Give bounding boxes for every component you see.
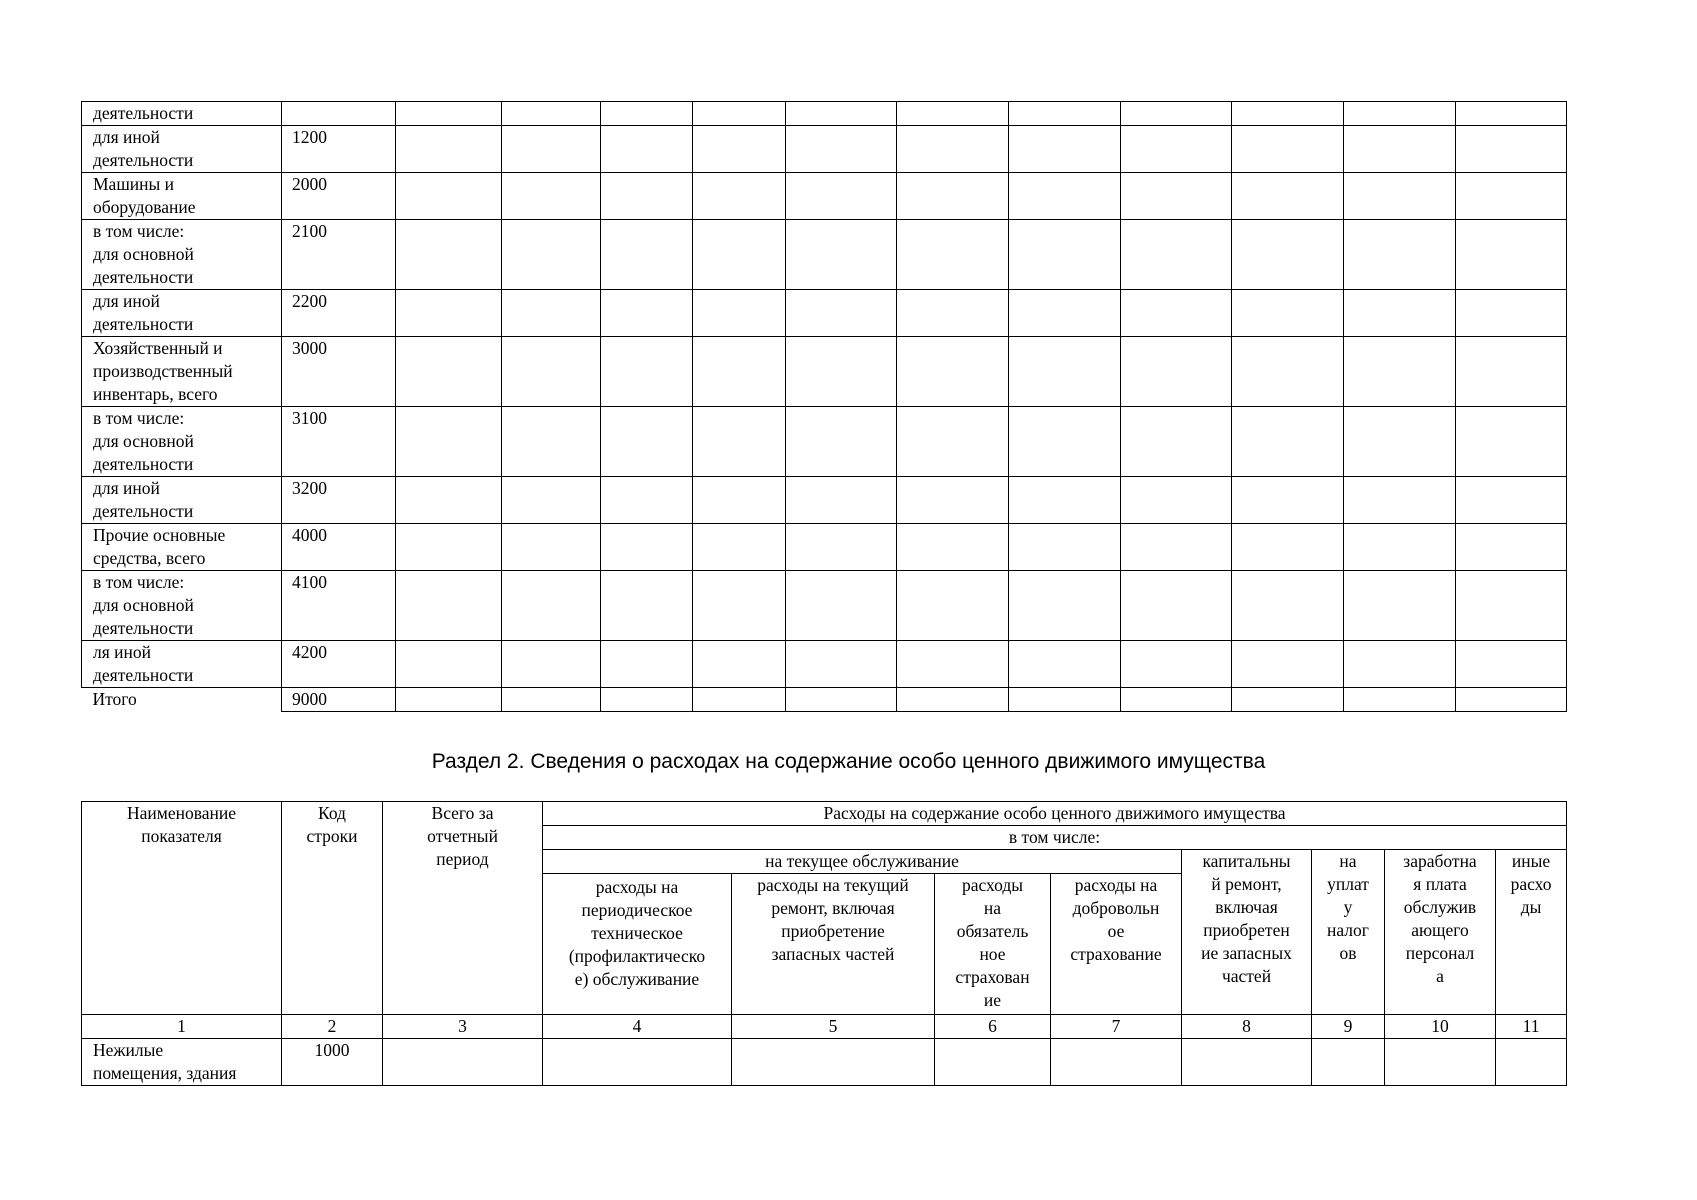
column-number: 5 xyxy=(732,1015,935,1039)
header-text-line: расходы на xyxy=(595,877,679,897)
header-text-line: ие запасных xyxy=(1201,943,1292,963)
name-text-line: для основной xyxy=(93,595,194,615)
value-cell[interactable] xyxy=(1121,220,1232,290)
header-text-line: запасных частей xyxy=(771,944,895,964)
header-text-line: Всего за xyxy=(431,803,494,823)
value-cell[interactable] xyxy=(1121,477,1232,524)
table-row xyxy=(82,220,1567,290)
value-cell[interactable] xyxy=(935,1039,1051,1086)
name-text-line: деятельности xyxy=(93,665,194,685)
value-cell[interactable] xyxy=(601,337,693,407)
value-cell[interactable] xyxy=(693,524,786,571)
value-cell[interactable] xyxy=(1232,571,1344,641)
form-table-section2 xyxy=(81,801,1567,1086)
value-cell[interactable] xyxy=(1009,126,1121,173)
value-cell[interactable] xyxy=(1121,337,1232,407)
value-cell[interactable] xyxy=(897,173,1009,220)
header-text-line: период xyxy=(436,849,489,869)
row-code: 1000 xyxy=(282,1039,383,1086)
name-text-line: инвентарь, всего xyxy=(93,384,218,404)
name-text-line: Прочие основные xyxy=(93,525,226,545)
value-cell[interactable] xyxy=(897,126,1009,173)
name-text-line: деятельности xyxy=(93,314,194,334)
name-text-line: деятельности xyxy=(93,150,194,170)
header-text-line: а xyxy=(1436,966,1444,986)
value-cell[interactable] xyxy=(1232,477,1344,524)
value-cell[interactable] xyxy=(1456,173,1567,220)
value-cell[interactable] xyxy=(383,1039,543,1086)
header-text-line: строки xyxy=(306,826,358,846)
row-indicator-name xyxy=(82,641,282,688)
value-cell[interactable] xyxy=(897,102,1009,126)
value-cell[interactable] xyxy=(1009,407,1121,477)
column-number: 3 xyxy=(383,1015,543,1039)
table-row xyxy=(82,641,1567,688)
value-cell[interactable] xyxy=(543,1039,732,1086)
row-code: 2100 xyxy=(282,220,396,290)
row-code: 3100 xyxy=(282,407,396,477)
name-text-line: оборудование xyxy=(93,197,196,217)
value-cell[interactable] xyxy=(1344,220,1456,290)
header-other-expenses xyxy=(1496,850,1567,1015)
value-cell[interactable] xyxy=(1182,1039,1312,1086)
row-code: 3200 xyxy=(282,477,396,524)
row-indicator-name xyxy=(82,571,282,641)
name-text-line: ля иной xyxy=(93,642,152,662)
value-cell[interactable] xyxy=(1232,688,1344,712)
value-cell[interactable] xyxy=(786,571,897,641)
header-text-line: обязатель xyxy=(956,921,1029,941)
value-cell[interactable] xyxy=(1344,477,1456,524)
name-text-line: Машины и xyxy=(93,174,175,194)
name-text-line: средства, всего xyxy=(93,548,206,568)
header-text-line: у xyxy=(1343,897,1353,917)
value-cell[interactable] xyxy=(1344,290,1456,337)
value-cell[interactable] xyxy=(693,173,786,220)
value-cell[interactable] xyxy=(1232,102,1344,126)
value-cell[interactable] xyxy=(396,477,502,524)
header-text-line: ое xyxy=(1107,921,1125,941)
name-text-line: деятельности xyxy=(93,267,194,287)
column-number: 4 xyxy=(543,1015,732,1039)
row-code: 9000 xyxy=(282,688,396,712)
value-cell[interactable] xyxy=(1232,524,1344,571)
name-text-line: для иной xyxy=(93,478,160,498)
header-current-maintenance: на текущее обслуживание xyxy=(543,850,1182,874)
value-cell[interactable] xyxy=(1009,477,1121,524)
header-voluntary-insurance xyxy=(1051,874,1182,1015)
value-cell[interactable] xyxy=(1009,524,1121,571)
name-text-line: для основной xyxy=(93,244,194,264)
header-taxes xyxy=(1312,850,1385,1015)
value-cell[interactable] xyxy=(1121,126,1232,173)
value-cell[interactable] xyxy=(396,407,502,477)
value-cell[interactable] xyxy=(396,571,502,641)
value-cell[interactable] xyxy=(1232,220,1344,290)
row-indicator-name xyxy=(82,688,282,712)
value-cell[interactable] xyxy=(1232,337,1344,407)
value-cell[interactable] xyxy=(786,688,897,712)
value-cell[interactable] xyxy=(897,337,1009,407)
row-indicator-name xyxy=(82,290,282,337)
header-text-line: показателя xyxy=(141,826,222,846)
header-text-line: Наименование xyxy=(126,803,237,823)
value-cell[interactable] xyxy=(1009,571,1121,641)
value-cell[interactable] xyxy=(1456,688,1567,712)
header-text-line: периодическое xyxy=(581,900,693,920)
value-cell[interactable] xyxy=(1344,102,1456,126)
value-cell[interactable] xyxy=(786,220,897,290)
value-cell[interactable] xyxy=(786,126,897,173)
value-cell[interactable] xyxy=(1344,337,1456,407)
value-cell[interactable] xyxy=(1456,524,1567,571)
header-text-line: отчетный xyxy=(427,826,498,846)
header-text-line: ов xyxy=(1339,943,1357,963)
section-heading: Раздел 2. Сведения о расходах на содержание особо ценного движимого имущества xyxy=(431,750,1266,773)
value-cell[interactable] xyxy=(601,126,693,173)
value-cell[interactable] xyxy=(693,407,786,477)
header-text-line: иные xyxy=(1511,851,1551,871)
header-indicator-name xyxy=(82,802,282,1015)
value-cell[interactable] xyxy=(1344,126,1456,173)
header-text-line: расходы на текущий xyxy=(757,875,909,895)
value-cell[interactable] xyxy=(897,407,1009,477)
header-text-line: приобретен xyxy=(1203,920,1290,940)
name-text-line: деятельности xyxy=(93,501,194,521)
value-cell[interactable] xyxy=(601,407,693,477)
header-text-line: расхо xyxy=(1510,874,1552,894)
table-row xyxy=(82,477,1567,524)
header-text-line: ающего xyxy=(1411,920,1469,940)
value-cell[interactable] xyxy=(1051,1039,1182,1086)
value-cell[interactable] xyxy=(502,337,601,407)
value-cell[interactable] xyxy=(786,290,897,337)
value-cell[interactable] xyxy=(1312,1039,1385,1086)
value-cell[interactable] xyxy=(1121,524,1232,571)
header-text-line: е) обслуживание xyxy=(574,969,700,989)
value-cell[interactable] xyxy=(396,688,502,712)
name-text-line: для иной xyxy=(93,127,160,147)
name-text-line: помещения, здания xyxy=(93,1063,237,1083)
value-cell[interactable] xyxy=(396,337,502,407)
value-cell[interactable] xyxy=(1009,688,1121,712)
value-cell[interactable] xyxy=(693,477,786,524)
name-text-line: деятельности xyxy=(93,454,194,474)
table-row xyxy=(82,571,1567,641)
header-salary xyxy=(1385,850,1496,1015)
value-cell[interactable] xyxy=(1121,641,1232,688)
value-cell[interactable] xyxy=(502,102,601,126)
row-code: 3000 xyxy=(282,337,396,407)
header-text-line: на xyxy=(1339,851,1357,871)
value-cell[interactable] xyxy=(1456,571,1567,641)
column-number: 11 xyxy=(1496,1015,1567,1039)
value-cell[interactable] xyxy=(693,571,786,641)
value-cell[interactable] xyxy=(786,337,897,407)
value-cell[interactable] xyxy=(502,641,601,688)
value-cell[interactable] xyxy=(897,290,1009,337)
row-code: 4100 xyxy=(282,571,396,641)
row-indicator-name xyxy=(82,173,282,220)
value-cell[interactable] xyxy=(1344,524,1456,571)
column-number: 1 xyxy=(82,1015,282,1039)
form-table-section1 xyxy=(81,101,1567,712)
header-expenses: Расходы на содержание особо ценного движимого имущества xyxy=(543,802,1567,826)
value-cell[interactable] xyxy=(897,571,1009,641)
value-cell[interactable] xyxy=(1456,337,1567,407)
column-number: 10 xyxy=(1385,1015,1496,1039)
header-text-line: уплат xyxy=(1327,874,1369,894)
name-text-line: Итого xyxy=(92,689,137,709)
value-cell[interactable] xyxy=(1456,407,1567,477)
row-code: 4000 xyxy=(282,524,396,571)
header-text-line: заработна xyxy=(1403,851,1477,871)
name-text-line: производственный xyxy=(93,361,233,381)
value-cell[interactable] xyxy=(601,290,693,337)
value-cell[interactable] xyxy=(1456,477,1567,524)
row-code: 1200 xyxy=(282,126,396,173)
column-number: 8 xyxy=(1182,1015,1312,1039)
value-cell[interactable] xyxy=(1456,220,1567,290)
value-cell[interactable] xyxy=(601,524,693,571)
value-cell[interactable] xyxy=(396,173,502,220)
value-cell[interactable] xyxy=(396,641,502,688)
header-text-line: частей xyxy=(1221,966,1272,986)
value-cell[interactable] xyxy=(502,126,601,173)
table-row xyxy=(82,337,1567,407)
value-cell[interactable] xyxy=(1456,290,1567,337)
name-text-line: Хозяйственный и xyxy=(93,338,223,358)
header-text-line: техническое xyxy=(591,923,683,943)
value-cell[interactable] xyxy=(1009,641,1121,688)
header-text-line: (профилактическо xyxy=(568,946,706,966)
value-cell[interactable] xyxy=(601,641,693,688)
value-cell[interactable] xyxy=(396,126,502,173)
value-cell[interactable] xyxy=(897,688,1009,712)
value-cell[interactable] xyxy=(1121,688,1232,712)
header-current-repair xyxy=(732,874,935,1015)
column-number: 7 xyxy=(1051,1015,1182,1039)
value-cell[interactable] xyxy=(1232,173,1344,220)
value-cell[interactable] xyxy=(1232,641,1344,688)
header-including: в том числе: xyxy=(543,826,1567,850)
value-cell[interactable] xyxy=(1121,102,1232,126)
value-cell[interactable] xyxy=(786,477,897,524)
header-text-line: приобретение xyxy=(781,921,885,941)
value-cell[interactable] xyxy=(1232,290,1344,337)
value-cell[interactable] xyxy=(786,641,897,688)
header-text-line: страхован xyxy=(955,967,1030,987)
header-periodic-maintenance xyxy=(543,874,732,1015)
value-cell[interactable] xyxy=(693,641,786,688)
value-cell[interactable] xyxy=(1009,102,1121,126)
value-cell[interactable] xyxy=(1456,126,1567,173)
value-cell[interactable] xyxy=(1232,407,1344,477)
header-text-line: персонал xyxy=(1405,943,1475,963)
row-code xyxy=(282,102,396,126)
value-cell[interactable] xyxy=(1344,688,1456,712)
value-cell[interactable] xyxy=(502,407,601,477)
value-cell[interactable] xyxy=(1121,407,1232,477)
header-text-line: ие xyxy=(983,990,1002,1010)
value-cell[interactable] xyxy=(897,477,1009,524)
header-text-line: капитальны xyxy=(1202,851,1291,871)
header-text-line: расходы на xyxy=(1074,875,1158,895)
value-cell[interactable] xyxy=(1496,1039,1567,1086)
value-cell[interactable] xyxy=(396,102,502,126)
value-cell[interactable] xyxy=(1121,173,1232,220)
value-cell[interactable] xyxy=(693,126,786,173)
name-text-line: в том числе: xyxy=(93,408,185,428)
value-cell[interactable] xyxy=(1009,290,1121,337)
value-cell[interactable] xyxy=(1344,571,1456,641)
header-mandatory-insurance xyxy=(935,874,1051,1015)
column-number: 6 xyxy=(935,1015,1051,1039)
row-code: 2200 xyxy=(282,290,396,337)
row-indicator-name xyxy=(82,524,282,571)
header-total-period xyxy=(383,802,543,1015)
value-cell[interactable] xyxy=(693,220,786,290)
value-cell[interactable] xyxy=(502,524,601,571)
value-cell[interactable] xyxy=(1344,173,1456,220)
column-number: 9 xyxy=(1312,1015,1385,1039)
table-row xyxy=(82,173,1567,220)
value-cell[interactable] xyxy=(1232,126,1344,173)
header-text-line: добровольн xyxy=(1072,898,1160,918)
row-indicator-name xyxy=(82,337,282,407)
row-indicator-name xyxy=(82,477,282,524)
header-text-line: обслужив xyxy=(1403,897,1477,917)
name-text-line: в том числе: xyxy=(93,221,185,241)
name-text-line: для основной xyxy=(93,431,194,451)
value-cell[interactable] xyxy=(396,290,502,337)
header-text-line: ды xyxy=(1520,897,1542,917)
table-row xyxy=(82,524,1567,571)
header-text-line: ное xyxy=(979,944,1006,964)
value-cell[interactable] xyxy=(601,173,693,220)
value-cell[interactable] xyxy=(502,477,601,524)
header-text-line: страхование xyxy=(1070,944,1162,964)
header-text-line: расходы xyxy=(961,875,1024,895)
value-cell[interactable] xyxy=(1385,1039,1496,1086)
value-cell[interactable] xyxy=(732,1039,935,1086)
column-number: 2 xyxy=(282,1015,383,1039)
header-text-line: включая xyxy=(1215,897,1278,917)
table-row xyxy=(82,102,1567,126)
value-cell[interactable] xyxy=(601,477,693,524)
value-cell[interactable] xyxy=(601,220,693,290)
value-cell[interactable] xyxy=(693,102,786,126)
value-cell[interactable] xyxy=(1009,173,1121,220)
row-indicator-name xyxy=(82,1039,282,1086)
value-cell[interactable] xyxy=(786,102,897,126)
row-code: 4200 xyxy=(282,641,396,688)
value-cell[interactable] xyxy=(693,290,786,337)
value-cell[interactable] xyxy=(601,102,693,126)
header-capital-repair xyxy=(1182,850,1312,1015)
header-text-line: ремонт, включая xyxy=(771,898,895,918)
value-cell[interactable] xyxy=(1344,641,1456,688)
name-text-line: Нежилые xyxy=(93,1040,164,1060)
value-cell[interactable] xyxy=(897,641,1009,688)
row-indicator-name xyxy=(82,126,282,173)
value-cell[interactable] xyxy=(693,688,786,712)
value-cell[interactable] xyxy=(1456,641,1567,688)
value-cell[interactable] xyxy=(786,173,897,220)
header-text-line: я плата xyxy=(1413,874,1467,894)
value-cell[interactable] xyxy=(396,220,502,290)
header-text-line: на xyxy=(983,898,1002,918)
value-cell[interactable] xyxy=(1344,407,1456,477)
name-text-line: в том числе: xyxy=(93,572,185,592)
header-text-line: налог xyxy=(1327,920,1369,940)
row-indicator-name xyxy=(82,407,282,477)
value-cell[interactable] xyxy=(1009,337,1121,407)
value-cell[interactable] xyxy=(502,173,601,220)
name-text-line: для иной xyxy=(93,291,160,311)
value-cell[interactable] xyxy=(1121,290,1232,337)
table-row xyxy=(82,290,1567,337)
row-indicator-name xyxy=(82,102,282,126)
header-text-line: й ремонт, xyxy=(1211,874,1282,894)
value-cell[interactable] xyxy=(1121,571,1232,641)
value-cell[interactable] xyxy=(786,524,897,571)
table-row xyxy=(82,688,1567,712)
value-cell[interactable] xyxy=(396,524,502,571)
table-row xyxy=(82,126,1567,173)
value-cell[interactable] xyxy=(693,337,786,407)
value-cell[interactable] xyxy=(502,688,601,712)
value-cell[interactable] xyxy=(897,220,1009,290)
value-cell[interactable] xyxy=(502,220,601,290)
header-row-code xyxy=(282,802,383,1015)
table-row xyxy=(82,407,1567,477)
value-cell[interactable] xyxy=(601,688,693,712)
header-text-line: Код xyxy=(318,803,346,823)
value-cell[interactable] xyxy=(786,407,897,477)
value-cell[interactable] xyxy=(1456,102,1567,126)
name-text-line: деятельности xyxy=(93,103,194,123)
row-indicator-name xyxy=(82,220,282,290)
row-code: 2000 xyxy=(282,173,396,220)
value-cell[interactable] xyxy=(502,571,601,641)
value-cell[interactable] xyxy=(502,290,601,337)
value-cell[interactable] xyxy=(1009,220,1121,290)
value-cell[interactable] xyxy=(601,571,693,641)
name-text-line: деятельности xyxy=(93,618,194,638)
value-cell[interactable] xyxy=(897,524,1009,571)
